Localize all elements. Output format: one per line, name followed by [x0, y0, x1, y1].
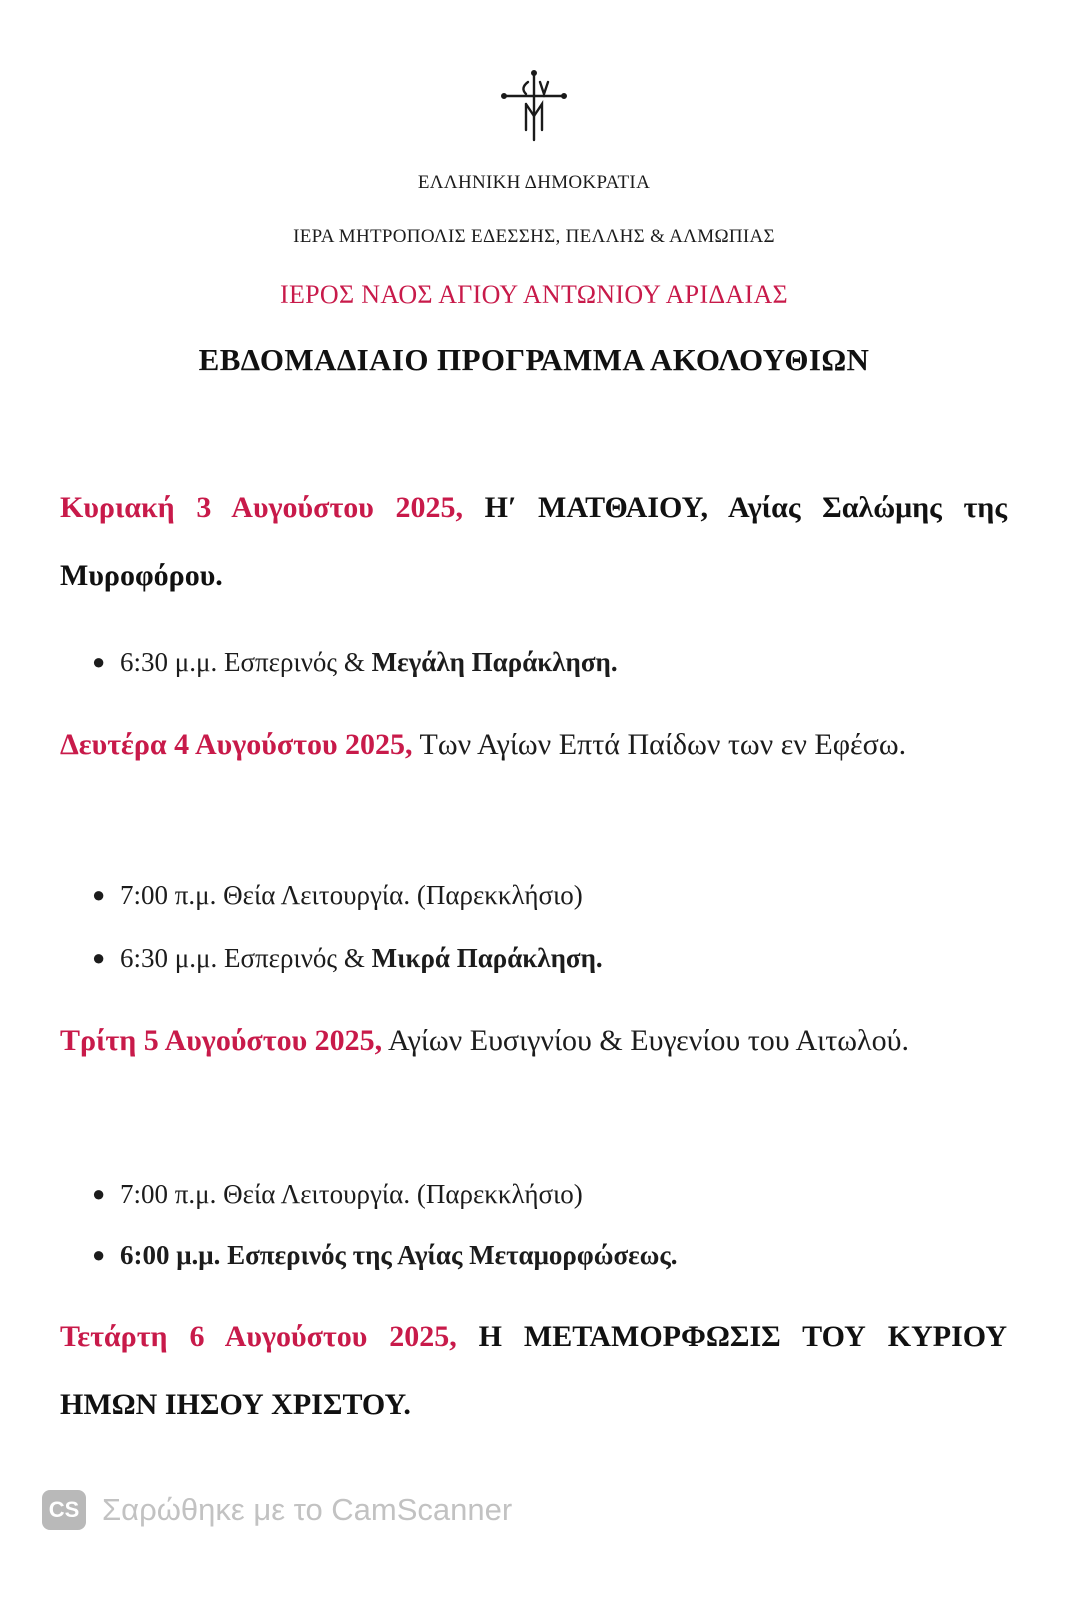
church-heading: ΙΕΡΟΣ ΝΑΟΣ ΑΓΙΟΥ ΑΝΤΩΝΙΟΥ ΑΡΙΔΑΙΑΣ [280, 280, 788, 309]
day-entry [60, 1007, 1007, 1075]
day-date: Τετάρτη 6 Αυγούστου 2025, [60, 1320, 457, 1353]
service-text: 6:30 μ.μ. Εσπερινός & [120, 943, 372, 973]
day-feast: Η′ ΜΑΤΘΑΙΟΥ, Αγίας Σαλώμης της Μυροφόρου. [60, 491, 1007, 592]
day-entry [60, 1303, 1007, 1439]
service-text-bold: Μικρά Παράκληση. [371, 943, 603, 973]
church-cross-monogram-icon [500, 70, 568, 142]
camscanner-watermark [42, 1488, 512, 1532]
schedule-title: ΕΒΔΟΜΑΔΙΑΙΟ ΠΡΟΓΡΑΜΜΑ ΑΚΟΛΟΥΘΙΩΝ [198, 342, 870, 377]
day-entry [60, 711, 1007, 779]
service-item [92, 877, 992, 913]
service-item [92, 644, 992, 680]
service-item [92, 1237, 992, 1273]
service-item [92, 940, 992, 976]
day-feast: Αγίων Ευσιγνίου & Ευγενίου του Αιτωλού. [388, 1024, 909, 1057]
bullet-icon: ● [92, 1242, 106, 1267]
state-heading: ΕΛΛΗΝΙΚΗ ΔΗΜΟΚΡΑΤΙΑ [417, 172, 651, 193]
service-text-bold: 6:00 μ.μ. Εσπερινός της Αγίας Μεταμορφώσεως. [120, 1240, 678, 1270]
metropolis-heading: ΙΕΡΑ ΜΗΤΡΟΠΟΛΙΣ ΕΔΕΣΣΗΣ, ΠΕΛΛΗΣ & ΑΛΜΩΠΙΑΣ [293, 226, 775, 247]
service-item [92, 1176, 992, 1212]
bullet-icon: ● [92, 945, 106, 970]
day-date: Κυριακή 3 Αυγούστου 2025, [60, 491, 463, 524]
day-feast: Των Αγίων Επτά Παίδων των εν Εφέσω. [419, 728, 907, 761]
bullet-icon: ● [92, 649, 106, 674]
service-text: 7:00 π.μ. Θεία Λειτουργία. (Παρεκκλήσιο) [120, 1179, 583, 1209]
day-feast: Η ΜΕΤΑΜΟΡΦΩΣΙΣ ΤΟΥ ΚΥΡΙΟΥ ΗΜΩΝ ΙΗΣΟΥ ΧΡΙΣΤΟΥ. [60, 1320, 1007, 1421]
camscanner-logo-icon: CS [42, 1490, 86, 1530]
day-entry [60, 474, 1007, 610]
watermark-text: Σαρώθηκε με το CamScanner [102, 1492, 513, 1527]
bullet-icon: ● [92, 1181, 106, 1206]
service-text: 6:30 μ.μ. Εσπερινός & [120, 647, 372, 677]
service-text: 7:00 π.μ. Θεία Λειτουργία. (Παρεκκλήσιο) [120, 880, 583, 910]
day-date: Τρίτη 5 Αυγούστου 2025, [60, 1024, 383, 1057]
bullet-icon: ● [92, 882, 106, 907]
service-text-bold: Μεγάλη Παράκληση. [371, 647, 618, 677]
day-date: Δευτέρα 4 Αυγούστου 2025, [60, 728, 413, 761]
